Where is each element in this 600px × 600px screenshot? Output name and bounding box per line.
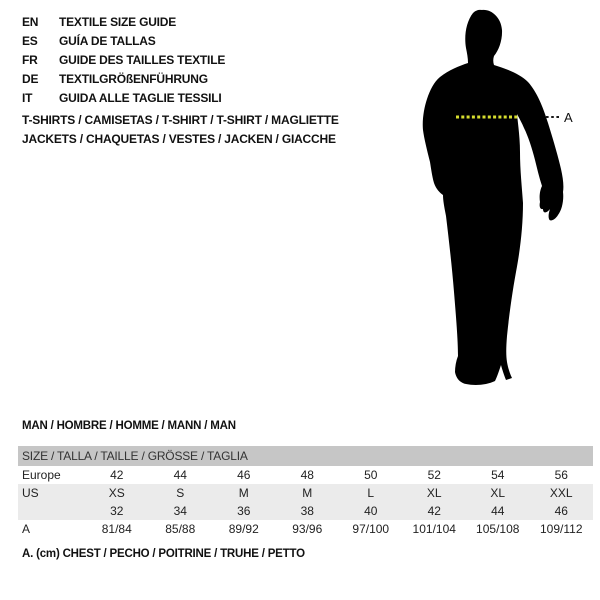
product-line-jackets: JACKETS / CHAQUETAS / VESTES / JACKEN / GIACCHE bbox=[22, 132, 336, 146]
table-cell: 101/104 bbox=[412, 522, 456, 536]
language-label: GUIDE DES TAILLES TEXTILE bbox=[59, 53, 226, 67]
product-line-tshirts: T-SHIRTS / CAMISETAS / T-SHIRT / T-SHIRT / MAGLIETTE bbox=[22, 113, 339, 127]
table-cell: 109/112 bbox=[540, 522, 583, 536]
language-label: GUÍA DE TALLAS bbox=[59, 34, 156, 48]
table-cell: 93/96 bbox=[292, 522, 323, 536]
table-cell: 50 bbox=[364, 468, 378, 482]
table-cell: L bbox=[367, 486, 375, 500]
table-cell: 85/88 bbox=[165, 522, 196, 536]
table-cell: 42 bbox=[110, 468, 124, 482]
language-code: DE bbox=[22, 72, 39, 86]
language-code: EN bbox=[22, 15, 39, 29]
measure-label-a: A bbox=[564, 110, 573, 125]
table-cell: 34 bbox=[173, 504, 187, 518]
table-row-chest-a bbox=[18, 520, 593, 538]
table-cell: M bbox=[238, 486, 249, 500]
table-cell: 44 bbox=[173, 468, 187, 482]
table-cell: M bbox=[302, 486, 313, 500]
table-cell: 81/84 bbox=[101, 522, 132, 536]
language-code: ES bbox=[22, 34, 38, 48]
man-silhouette bbox=[423, 10, 564, 385]
table-cell: 44 bbox=[491, 504, 505, 518]
language-list bbox=[22, 13, 225, 108]
table-cell: 40 bbox=[364, 504, 378, 518]
table-row-europe bbox=[18, 466, 593, 484]
language-code: FR bbox=[22, 53, 38, 67]
table-cell: 56 bbox=[554, 468, 568, 482]
product-categories bbox=[22, 111, 339, 149]
size-table-header: SIZE / TALLA / TAILLE / GRÖSSE / TAGLIA bbox=[18, 446, 593, 466]
table-cell: XL bbox=[490, 486, 506, 500]
table-cell: 36 bbox=[237, 504, 251, 518]
table-cell: 38 bbox=[300, 504, 314, 518]
row-label bbox=[18, 502, 85, 520]
table-cell: 97/100 bbox=[352, 522, 390, 536]
row-label: Europe bbox=[22, 468, 61, 482]
language-row bbox=[22, 89, 225, 108]
language-label: GUIDA ALLE TAGLIE TESSILI bbox=[59, 91, 222, 105]
language-code: IT bbox=[22, 91, 33, 105]
row-label: A bbox=[22, 522, 31, 536]
table-cell: 46 bbox=[554, 504, 568, 518]
table-cell: XXL bbox=[549, 486, 573, 500]
table-cell: 46 bbox=[237, 468, 251, 482]
measurement-footnote: A. (cm) CHEST / PECHO / POITRINE / TRUHE / PETTO bbox=[22, 548, 305, 560]
language-label: TEXTILE SIZE GUIDE bbox=[59, 15, 177, 29]
language-row bbox=[22, 51, 225, 70]
table-cell: 54 bbox=[491, 468, 505, 482]
table-cell: S bbox=[176, 486, 185, 500]
table-cell: 42 bbox=[427, 504, 441, 518]
table-cell: 105/108 bbox=[476, 522, 520, 536]
table-cell: XL bbox=[426, 486, 442, 500]
language-row bbox=[22, 13, 225, 32]
row-label: US bbox=[22, 486, 39, 500]
table-row-us bbox=[18, 484, 593, 502]
table-cell: 52 bbox=[427, 468, 441, 482]
language-label: TEXTILGRÖßENFÜHRUNG bbox=[59, 72, 208, 86]
man-figure bbox=[410, 0, 600, 400]
section-title-man: MAN / HOMBRE / HOMME / MANN / MAN bbox=[22, 420, 236, 432]
table-cell: 89/92 bbox=[228, 522, 259, 536]
table-cell: 48 bbox=[300, 468, 314, 482]
table-row-numeric bbox=[18, 502, 593, 520]
language-row bbox=[22, 70, 225, 89]
size-table bbox=[18, 446, 593, 538]
table-cell: XS bbox=[108, 486, 125, 500]
language-row bbox=[22, 32, 225, 51]
table-cell: 32 bbox=[110, 504, 124, 518]
